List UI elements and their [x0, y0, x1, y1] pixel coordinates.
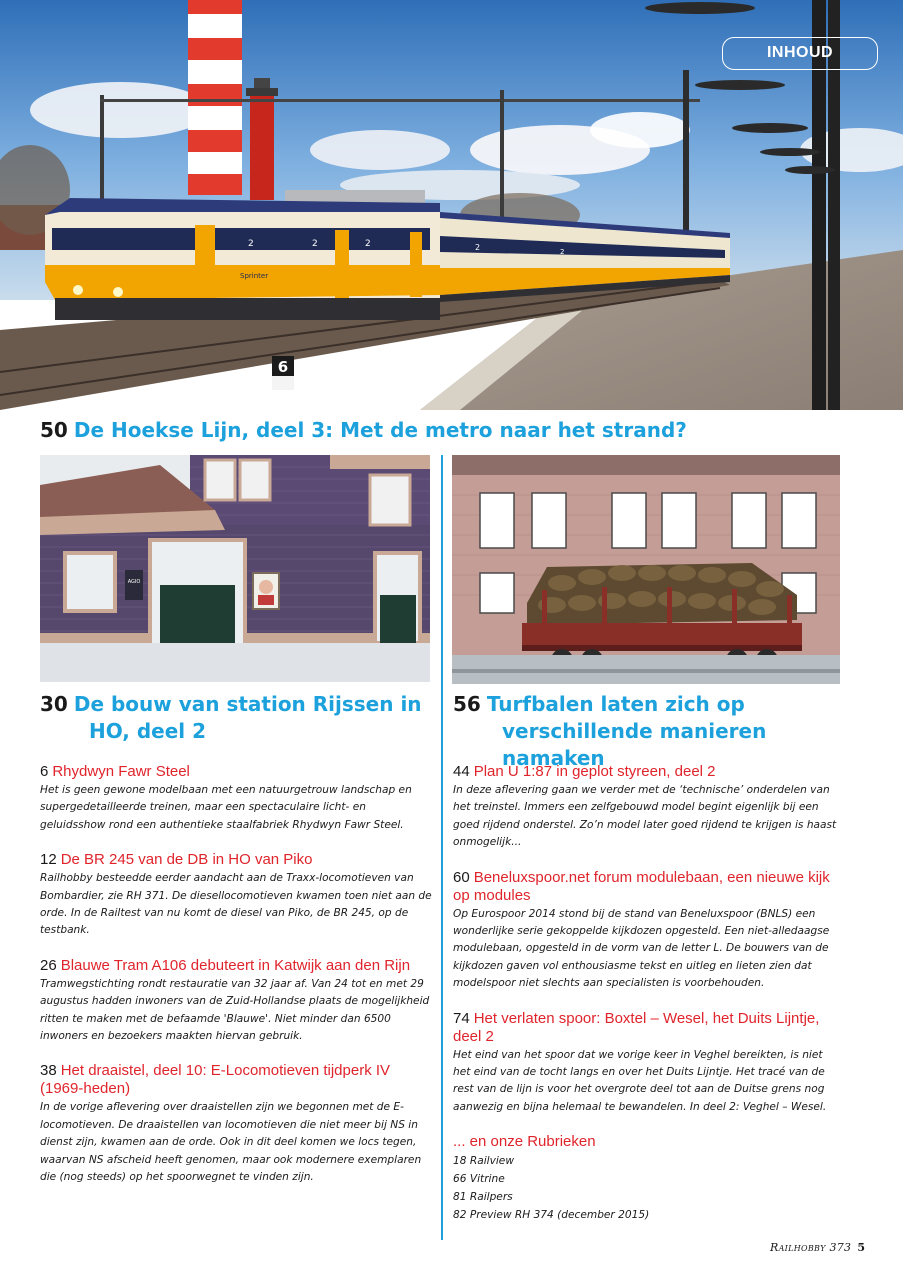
left-feature-page: 30 — [40, 692, 68, 716]
entry-title: Het verlaten spoor: Boxtel – Wesel, het Duits Lijntje, deel 2 — [453, 1009, 820, 1045]
station-model-illustration — [40, 455, 430, 682]
toc-entry[interactable] — [453, 869, 843, 993]
toc-entry[interactable] — [453, 1010, 843, 1117]
peat-wagon-photo — [452, 455, 840, 684]
toc-entry[interactable] — [453, 763, 843, 852]
rubriek-item[interactable]: 66 Vitrine — [453, 1173, 505, 1186]
entry-summary: Tramwegstichting rondt restauratie van 32 jaar af. Van 24 tot en met 29 augustus hadden inwoners van de Zuid-Hollandse plaats de mogelijkheid ritten te maken met de befaamde 'Blauwe'. Niet minder dan 6500 inwoners en bezoekers maakten hiervan gebruik. — [40, 977, 430, 1043]
main-feature-page: 50 — [40, 418, 68, 442]
peat-wagon-illustration — [452, 455, 840, 684]
entry-summary: Het eind van het spoor dat we vorige keer in Veghel bereikten, is niet het eind van de tocht langs en over het Duits Lijntje. Het tracé van de rest van de lijn is voor het overgrote deel tot aan de Duitse grens nog aanwezig en bijna helemaal te bewandelen. In deel 2: Veghel – Wesel. — [453, 1048, 827, 1113]
entry-page: 38 — [40, 1062, 57, 1080]
rubrieken-section — [453, 1133, 843, 1224]
toc-entry[interactable] — [40, 851, 432, 940]
toc-entry[interactable] — [40, 1062, 432, 1186]
car-number: 2 — [365, 239, 371, 249]
entry-title: Rhydwyn Fawr Steel — [52, 763, 190, 780]
platform-sign: 6 — [277, 358, 289, 376]
right-feature-title: Turfbalen laten zich op verschillende manieren namaken — [486, 692, 767, 770]
car-number: 2 — [560, 248, 565, 256]
entry-title: De BR 245 van de DB in HO van Piko — [60, 851, 313, 869]
left-feature-headline[interactable] — [40, 691, 430, 745]
rubriek-item[interactable]: 18 Railview — [453, 1155, 514, 1168]
car-number: 2 — [248, 239, 254, 249]
car-number: 2 — [312, 239, 318, 249]
magazine-name: Railhobby 373 — [769, 1241, 852, 1254]
entry-page: 74 — [453, 1009, 470, 1027]
column-divider — [441, 455, 443, 1240]
left-column — [40, 763, 432, 1204]
entry-summary: In de vorige aflevering over draaistellen zijn we begonnen met de E-locomotieven. De draaistellen van locomotieven die niet meer bij NS in dienst zijn, kwamen aan de orde. Ook in dit deel komen we locs tegen, waarvan NS afscheid heeft genomen, maar ook modernere exemplaren die (nog steeds) op het spoorwegnet te vinden zijn. — [40, 1101, 422, 1184]
entry-summary: In deze aflevering gaan we verder met de ‘technische’ onderdelen van het treinstel. Immers een zelfgebouwd model begint eigenlijk bij een goed rijdend onderstel. Zo’n model later goed rijdend te krijgen is haast onmogelijk... — [453, 784, 837, 849]
poster-label: AGIO — [127, 579, 141, 585]
train-logo: Sprinter — [240, 272, 269, 280]
toc-entry[interactable] — [40, 763, 432, 834]
right-feature-page: 56 — [453, 692, 481, 716]
page-number: 5 — [857, 1241, 865, 1254]
station-model-photo — [40, 455, 430, 682]
entry-page: 26 — [40, 956, 57, 974]
entry-page: 6 — [40, 763, 49, 780]
entry-title: Het draaistel, deel 10: E-Locomotieven tijdperk IV (1969-heden) — [40, 1062, 391, 1098]
main-feature-headline[interactable] — [40, 416, 687, 444]
entry-summary: Railhobby besteedde eerder aandacht aan de Traxx-locomotieven van Bombardier, zie RH 371. De diesellocomotieven kwamen toen niet aan de orde. In de Railtest van nu komt de diesel van Piko, de BR 245, op de testbank. — [40, 872, 432, 937]
entry-title: Plan U 1:87 in geplot styreen, deel 2 — [473, 763, 716, 780]
entry-title: Beneluxspoor.net forum modulebaan, een nieuwe kijk op modules — [453, 868, 830, 904]
rubriek-item[interactable]: 81 Railpers — [453, 1191, 513, 1204]
entry-page: 12 — [40, 851, 57, 869]
left-feature-title: De bouw van station Rijssen in HO, deel 2 — [73, 692, 422, 743]
hero-photo — [0, 0, 903, 410]
entry-page: 44 — [453, 763, 470, 780]
section-badge: INHOUD — [722, 37, 878, 70]
rubriek-item[interactable]: 82 Preview RH 374 (december 2015) — [453, 1209, 650, 1222]
main-feature-title: De Hoekse Lijn, deel 3: Met de metro naar het strand? — [73, 418, 687, 442]
toc-entry[interactable] — [40, 957, 432, 1046]
right-column — [453, 763, 843, 1241]
right-feature-headline[interactable] — [453, 691, 873, 772]
entry-title: Blauwe Tram A106 debuteert in Katwijk aan den Rijn — [60, 956, 411, 974]
peat-load — [527, 563, 797, 625]
entry-summary: Het is geen gewone modelbaan met een natuurgetrouw landschap en supergedetailleerde treinen, maar een spectaculaire licht- en geluidsshow rond een authentieke staalfabriek Rhydwyn Fawr Steel. — [40, 784, 412, 831]
page-footer — [770, 1241, 865, 1254]
entry-page: 60 — [453, 868, 470, 886]
entry-summary: Op Eurospoor 2014 stond bij de stand van Beneluxspoor (BNLS) een wonderlijke serie gekoppelde kijkdozen opgesteld. Een niet-alledaagse modulebaan, opgesteld in de vorm van de letter L. De bouwers van de kijkdozen gaven vol enthousiasme tekst en uitleg en lieten zien dat modelspoor niet slechts aan specialisten is voorbehouden. — [453, 907, 830, 990]
rubrieken-title: ... en onze Rubrieken — [453, 1133, 596, 1151]
car-number: 2 — [475, 243, 481, 252]
